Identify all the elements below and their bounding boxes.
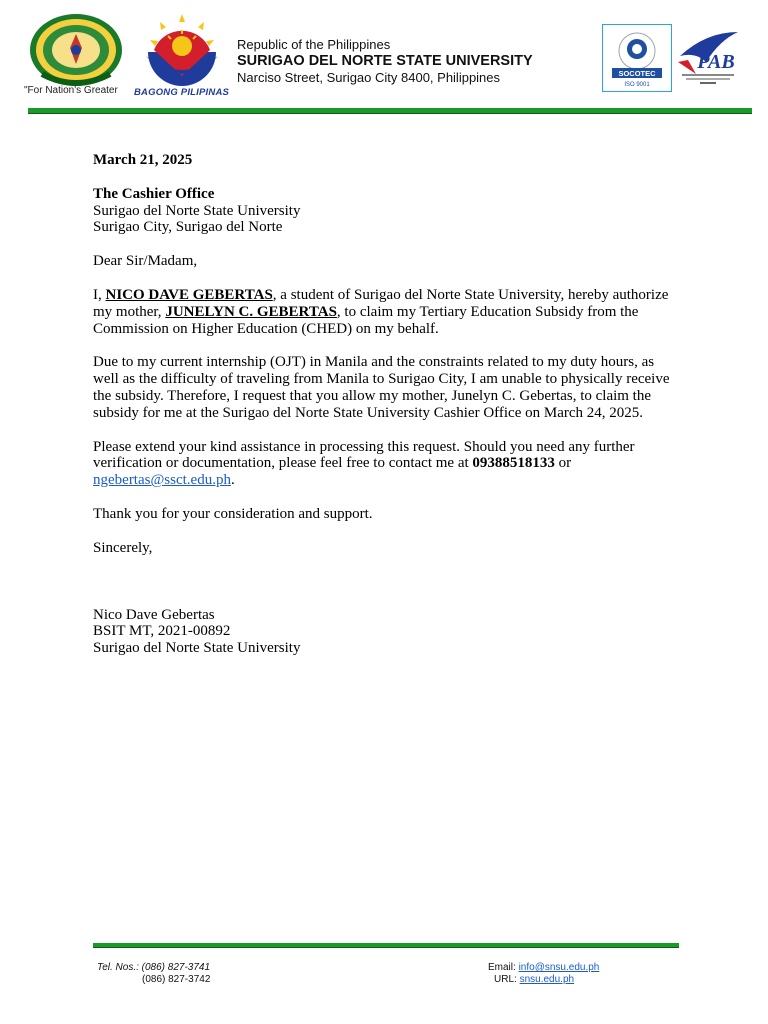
mother-name: JUNELYN C. GEBERTAS: [165, 303, 337, 320]
signature-name: Nico Dave Gebertas: [93, 606, 215, 623]
footer-contact: [488, 962, 599, 986]
paragraph-authorization: I, NICO DAVE GEBERTAS, a student of Surigao del Norte State University, hereby authorize my mother, JUNELYN C. GEBERTAS, to claim my Tertiary Education Subsidy from the Commission on Higher Education (CHED) on my behalf.: [93, 286, 669, 337]
thanks-line: Thank you for your consideration and support.: [93, 505, 373, 522]
bagong-pilipinas-logo-icon: [140, 12, 224, 86]
paragraph-reason: Due to my current internship (OJT) in Manila and the constraints related to my duty hours, as well as the difficulty of traveling from Manila to Surigao City, I am unable to physically receive the subsidy. Therefore, I request that you allow my mother, Junelyn C. Gebertas, to claim the subsidy for me at the Surigao del Norte State University Cashier Office on March 24, 2025.: [93, 354, 670, 421]
university-motto: "For Nation's Greater: [24, 85, 118, 96]
recipient-line: Surigao City, Surigao del Norte: [93, 219, 283, 236]
email-label: Email:: [488, 962, 516, 973]
iso-label: ISO 9001: [624, 82, 650, 88]
closing: Sincerely,: [93, 539, 153, 556]
recipient-line: Surigao del Norte State University: [93, 202, 301, 219]
contact-phone: 09388518133: [472, 455, 555, 472]
republic-line: Republic of the Philippines: [237, 37, 391, 52]
tel-number: (086) 827-3742: [142, 974, 211, 985]
tel-number: (086) 827-3741: [141, 962, 211, 973]
footer-divider: [93, 943, 679, 948]
letter-body: [93, 152, 681, 657]
url-label: URL:: [494, 974, 517, 985]
socotec-label: SOCOTEC: [618, 69, 656, 78]
socotec-iso-certification-icon: [602, 24, 672, 92]
student-name: NICO DAVE GEBERTAS: [105, 286, 273, 303]
pab-accreditation-icon: [676, 26, 742, 88]
pab-label: PAB: [697, 51, 735, 73]
salutation: Dear Sir/Madam,: [93, 253, 198, 270]
signature-school: Surigao del Norte State University: [93, 640, 301, 657]
footer-url-link[interactable]: snsu.edu.ph: [519, 974, 575, 985]
university-seal-icon: [28, 12, 124, 88]
letter-date: March 21, 2025: [93, 152, 193, 168]
bagong-pilipinas-text: BAGONG PILIPINAS: [134, 87, 230, 98]
letterhead-text: [237, 37, 533, 86]
paragraph-contact: Please extend your kind assistance in processing this request. Should you need any further verification or documentation, please feel free to contact me at 09388518133 or ngebertas@ssct.edu.ph.: [93, 438, 635, 489]
footer-telephone: [97, 962, 210, 986]
recipient-office: The Cashier Office: [93, 185, 215, 202]
footer-email-link[interactable]: info@snsu.edu.ph: [518, 962, 600, 973]
university-address: Narciso Street, Surigao City 8400, Philippines: [237, 70, 501, 85]
signature-program: BSIT MT, 2021-00892: [93, 623, 231, 640]
header-divider: [28, 108, 752, 114]
contact-email-link[interactable]: ngebertas@ssct.edu.ph: [93, 472, 231, 489]
tel-label: Tel. Nos.:: [97, 962, 139, 973]
university-name: SURIGAO DEL NORTE STATE UNIVERSITY: [237, 53, 533, 69]
